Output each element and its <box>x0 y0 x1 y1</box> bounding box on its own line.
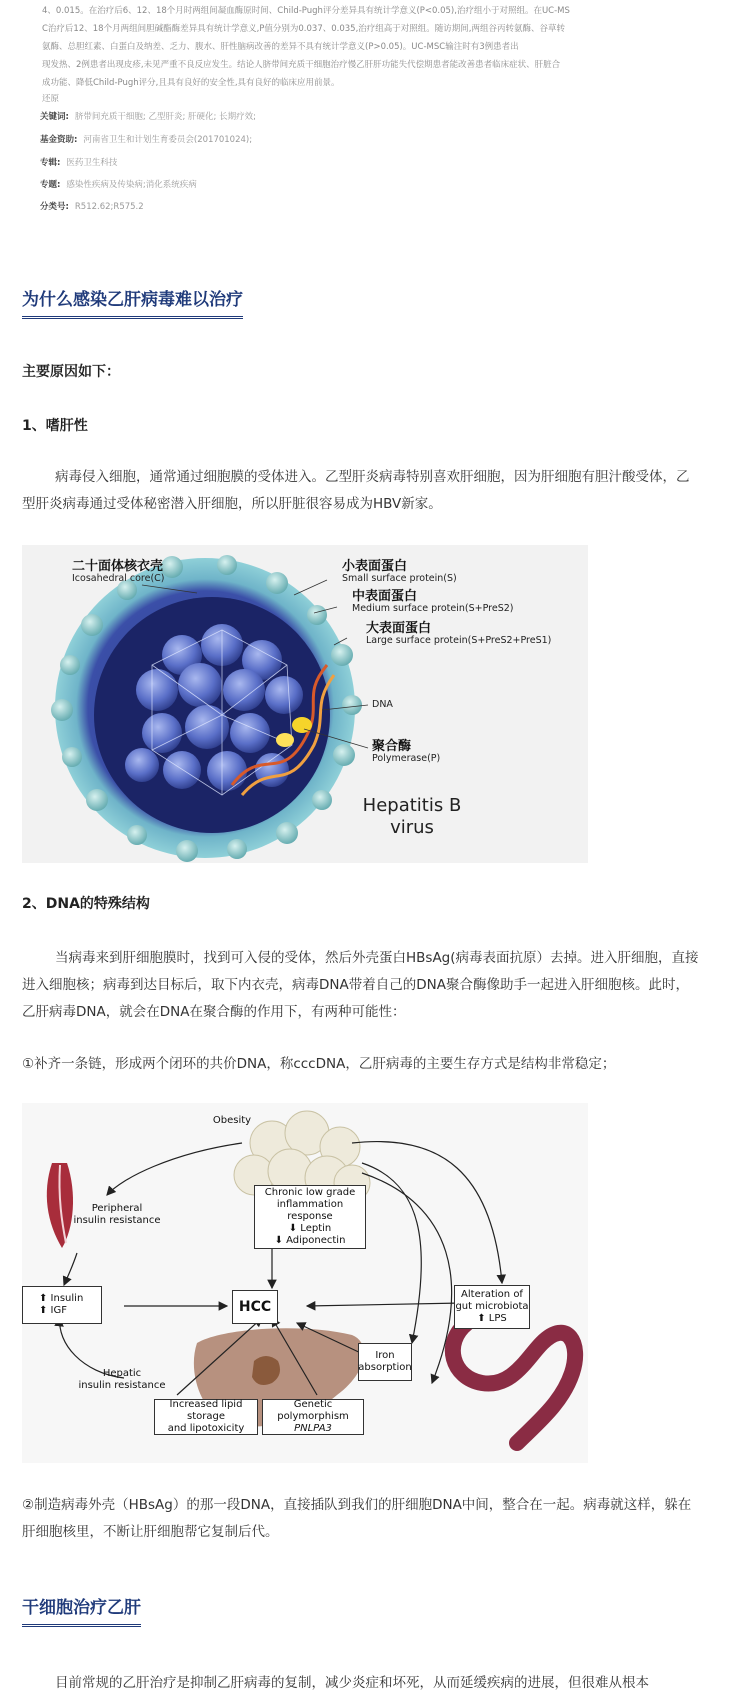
meta-series: 专辑: 医药卫生科技 <box>40 158 118 168</box>
section-heading-hbv-difficulty: 为什么感染乙肝病毒难以治疗 <box>22 285 243 319</box>
box-chronic-inflammation: Chronic low grade inflammation response ⬇ Leptin ⬇ Adiponectin <box>254 1185 366 1249</box>
abstract-line-5: 成功能、降低Child-Pugh评分,且具有良好的安全性,具有良好的临床应用前景。 <box>42 78 340 88</box>
abstract-line-4: 现发热、2例患者出现皮疹,未见严重不良反应发生。结论人脐带间充质干细胞治疗慢乙肝肝功能失代偿期患者能改善患者临床症状、肝脏合 <box>42 60 561 70</box>
label-medium-zh: 中表面蛋白 <box>352 589 418 604</box>
reason-1-text: 病毒侵入细胞，通常通过细胞膜的受体进入。乙型肝炎病毒特别喜欢肝细胞，因为肝细胞有胆汁酸受体，乙型肝炎病毒通过受体秘密潜入肝细胞，所以肝脏很容易成为HBV新家。 <box>22 469 690 512</box>
figure-title-line-2: virus <box>390 817 434 838</box>
stem-cell-text: 目前常规的乙肝治疗是抑制乙肝病毒的复制，减少炎症和坏死，从而延缓疾病的进展，但很难从根本 <box>55 1675 649 1691</box>
box-genetic-polymorphism: Genetic polymorphism PNLPA3 <box>262 1399 364 1435</box>
abstract-line-2: C治疗后12、18个月两组间胆碱酯酶差异具有统计学意义,P值分别为0.037、0.035,治疗组高于对照组。随访期间,两组谷丙转氨酶、谷草转 <box>42 24 565 34</box>
meta-keywords: 关键词: 脐带间充质干细胞; 乙型肝炎; 肝硬化; 长期疗效; <box>40 112 256 122</box>
box-iron-absorption: Iron absorption <box>358 1343 412 1381</box>
label-large-en: Large surface protein(S+PreS2+PreS1) <box>366 635 552 646</box>
label-icosahedral-zh: 二十面体核衣壳 <box>72 559 164 574</box>
label-dna: DNA <box>372 699 393 710</box>
label-peripheral-ir: Peripheral insulin resistance <box>73 1203 161 1226</box>
hbv-illustration <box>22 545 588 863</box>
label-obesity: Obesity <box>212 1115 252 1126</box>
intro-reasons: 主要原因如下： <box>22 364 120 380</box>
label-small-en: Small surface protein(S) <box>342 573 457 584</box>
label-hepatic-ir: Hepatic insulin resistance <box>78 1368 166 1391</box>
reason-2-title: 2、DNA的特殊结构 <box>22 896 150 912</box>
meta-classification: 分类号: R512.62;R575.2 <box>40 202 144 212</box>
reason-1-title: 1、嗜肝性 <box>22 418 88 434</box>
possibility-2: ②制造病毒外壳（HBsAg）的那一段DNA，直接插队到我们的肝细胞DNA中间，整合在一起。病毒就这样，躲在肝细胞核里，不断让肝细胞帮它复制后代。 <box>22 1497 692 1540</box>
label-medium-en: Medium surface protein(S+PreS2) <box>352 603 514 614</box>
hcc-diagram-figure <box>22 1103 588 1463</box>
label-large-zh: 大表面蛋白 <box>366 621 432 636</box>
meta-fund: 基金资助: 河南省卫生和计划生育委员会(201701024); <box>40 135 253 145</box>
hbv-structure-figure <box>22 545 588 863</box>
label-polymerase-zh: 聚合酶 <box>372 739 412 754</box>
meta-topic: 专题: 感染性疾病及传染病;消化系统疾病 <box>40 180 197 190</box>
box-insulin-igf: ⬆ Insulin ⬆ IGF <box>22 1286 102 1324</box>
abstract-line-3: 氨酶、总胆红素、白蛋白及纳差、乏力、腹水、肝性脑病改善的差异不具有统计学意义(P>0.05)。UC-MSC输注时有3例患者出 <box>42 42 519 52</box>
section-heading-stem-cell: 干细胞治疗乙肝 <box>22 1593 141 1627</box>
abstract-line-6: 还原 <box>42 94 60 104</box>
box-gut-microbiota: Alteration of gut microbiota ⬆ LPS <box>454 1285 530 1329</box>
label-small-zh: 小表面蛋白 <box>342 559 408 574</box>
reason-2-text: 当病毒来到肝细胞膜时，找到可入侵的受体，然后外壳蛋白HBsAg(病毒表面抗原）去掉。进入肝细胞，直接进入细胞核；病毒到达目标后，取下内衣壳，病毒DNA带着自己的DNA聚合酶像助手一起进入肝细胞核。此时，乙肝病毒DNA，就会在DNA在聚合酶的作用下，有两种可能性： <box>22 950 699 1020</box>
figure-title-line-1: Hepatitis B <box>362 795 462 816</box>
possibility-1: ①补齐一条链，形成两个闭环的共价DNA，称cccDNA，乙肝病毒的主要生存方式是结构非常稳定； <box>22 1056 616 1072</box>
abstract-line-1: 4、0.015。在治疗后6、12、18个月时两组间凝血酶原时间、Child-Pugh评分差异具有统计学意义(P<0.05),治疗组小于对照组。在UC-MS <box>42 6 570 16</box>
box-hcc: HCC <box>232 1290 278 1324</box>
label-polymerase-en: Polymerase(P) <box>372 753 441 764</box>
label-icosahedral-en: Icosahedral core(C) <box>72 573 165 584</box>
box-lipid-storage: Increased lipid storage and lipotoxicity <box>154 1399 258 1435</box>
